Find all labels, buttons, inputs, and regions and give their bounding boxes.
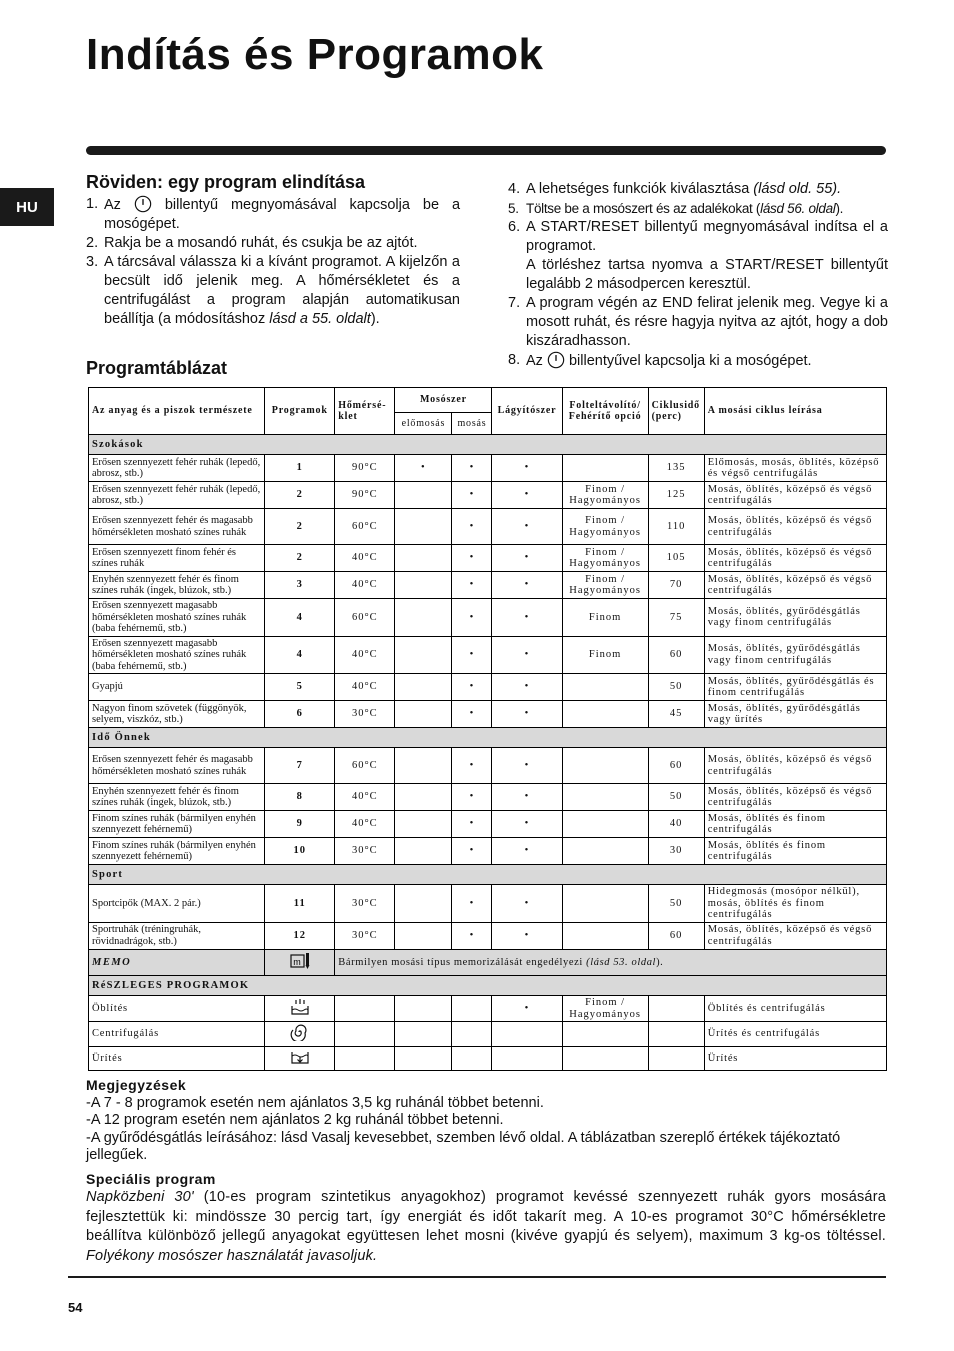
softener-cell: • bbox=[492, 599, 562, 637]
description-cell: Ürítés bbox=[704, 1046, 886, 1071]
temperature-cell: 40°C bbox=[335, 636, 395, 674]
program-number: 4 bbox=[265, 636, 335, 674]
page-number: 54 bbox=[68, 1300, 83, 1315]
section-normal: Szokások bbox=[89, 435, 887, 455]
wash-cell: • bbox=[452, 748, 492, 784]
memo-row bbox=[89, 949, 887, 976]
fabric-cell: Erősen szennyezett magasabb hőmérsékleten mosható színes ruhák (baba fehérnemű, stb.) bbox=[89, 599, 265, 637]
special-body: Napközbeni 30' (10-es program szintetikus anyagokhoz) programot kevéssé szennyezett ruhák gyors mosására fejlesztettük ki: mindössze 30 percig tart, így energiát és időt takarít meg. A 10-es programot 30°C hőmérsékletre beállítva különböző jellegű anyagokat együttesen lehet mosni (kivéve gyapjú és selyem), maximum 3 kg-os töltéssel. Folyékony mosószer használatát javasoljuk. bbox=[86, 1189, 886, 1264]
table-row bbox=[89, 509, 887, 545]
section-sport: Sport bbox=[89, 865, 887, 885]
temperature-cell bbox=[335, 1022, 395, 1047]
cycle-time-cell: 60 bbox=[648, 636, 704, 674]
cycle-time-cell: 70 bbox=[648, 572, 704, 599]
col-fabric: Az anyag és a piszok természete bbox=[89, 388, 265, 435]
softener-cell: • bbox=[492, 885, 562, 923]
prewash-cell bbox=[395, 811, 452, 838]
memo-description: Bármilyen mosási típus memorizálását engedélyezi (lásd 53. oldal). bbox=[335, 949, 887, 976]
description-cell: Mosás, öblítés, gyűrődésgátlás vagy finom centrifugálás bbox=[704, 599, 886, 637]
wash-cell: • bbox=[452, 572, 492, 599]
fabric-cell: Erősen szennyezett fehér ruhák (lepedő, abrosz, stb.) bbox=[89, 482, 265, 509]
description-cell: Ürítés és centrifugálás bbox=[704, 1022, 886, 1047]
temperature-cell: 40°C bbox=[335, 811, 395, 838]
program-number: 2 bbox=[265, 545, 335, 572]
program-number: 12 bbox=[265, 922, 335, 949]
col-program: Programok bbox=[265, 388, 335, 435]
temperature-cell: 90°C bbox=[335, 482, 395, 509]
section-partial: RéSZLEGES PROGRAMOK bbox=[89, 976, 887, 996]
stain-option-cell: Finom bbox=[562, 636, 648, 674]
softener-cell: • bbox=[492, 811, 562, 838]
program-icon-cell bbox=[265, 1022, 335, 1047]
temperature-cell: 60°C bbox=[335, 599, 395, 637]
wash-cell: • bbox=[452, 885, 492, 923]
softener-cell: • bbox=[492, 509, 562, 545]
temperature-cell: 40°C bbox=[335, 545, 395, 572]
program-number: 9 bbox=[265, 811, 335, 838]
stain-option-cell bbox=[562, 455, 648, 482]
prewash-cell bbox=[395, 1046, 452, 1071]
softener-cell: • bbox=[492, 838, 562, 865]
program-table bbox=[88, 387, 887, 1071]
prewash-cell bbox=[395, 636, 452, 674]
description-cell: Mosás, öblítés, gyűrődésgátlás vagy finom centrifugálás bbox=[704, 636, 886, 674]
stain-option-cell bbox=[562, 1022, 648, 1047]
prewash-cell bbox=[395, 748, 452, 784]
table-row bbox=[89, 748, 887, 784]
col-detergent: Mosószer bbox=[395, 388, 492, 413]
temperature-cell: 60°C bbox=[335, 509, 395, 545]
col-cycle: Ciklusidő (perc) bbox=[648, 388, 704, 435]
cycle-time-cell: 60 bbox=[648, 922, 704, 949]
fabric-cell: Enyhén szennyezett fehér és finom színes ruhák (ingek, blúzok, stb.) bbox=[89, 784, 265, 811]
table-row bbox=[89, 572, 887, 599]
program-number: 1 bbox=[265, 455, 335, 482]
fabric-cell: Gyapjú bbox=[89, 674, 265, 701]
prewash-cell bbox=[395, 701, 452, 728]
wash-cell: • bbox=[452, 784, 492, 811]
note-1: -A 7 - 8 programok esetén nem ajánlatos 3,5 kg ruhánál többet betenni. bbox=[86, 1094, 544, 1111]
page-title: Indítás és Programok bbox=[86, 30, 544, 79]
stain-option-cell bbox=[562, 748, 648, 784]
softener-cell: • bbox=[492, 482, 562, 509]
section-time: Idő Önnek bbox=[89, 728, 887, 748]
prewash-cell bbox=[395, 885, 452, 923]
description-cell: Mosás, öblítés, középső és végső centrifugálás bbox=[704, 784, 886, 811]
softener-cell: • bbox=[492, 701, 562, 728]
fabric-cell: Finom színes ruhák (bármilyen enyhén szennyezett fehérnemű) bbox=[89, 811, 265, 838]
description-cell: Mosás, öblítés, középső és végső centrifugálás bbox=[704, 572, 886, 599]
step-6: 6. A START/RESET billentyű megnyomásával indítsa el a programot. A törléshez tartsa nyomva a START/RESET billentyűt legalább 2 másodpercen keresztül. bbox=[508, 219, 888, 292]
program-number: 11 bbox=[265, 885, 335, 923]
description-cell: Mosás, öblítés és finom centrifugálás bbox=[704, 838, 886, 865]
fabric-cell: Erősen szennyezett magasabb hőmérsékleten mosható színes ruhák (baba fehérnemű, stb.) bbox=[89, 636, 265, 674]
description-cell: Mosás, öblítés és finom centrifugálás bbox=[704, 811, 886, 838]
prewash-cell bbox=[395, 922, 452, 949]
cycle-time-cell: 50 bbox=[648, 674, 704, 701]
step-5: 5. Töltse be a mosószert és az adalékokat (lásd 56. oldal). bbox=[508, 201, 844, 216]
spin-icon bbox=[290, 1033, 310, 1044]
softener-cell bbox=[492, 1022, 562, 1047]
wash-cell: • bbox=[452, 636, 492, 674]
program-number: 6 bbox=[265, 701, 335, 728]
memo-label: MEMO bbox=[89, 949, 265, 976]
program-number: 8 bbox=[265, 784, 335, 811]
step-7: 7. A program végén az END felirat jelenik meg. Vegye ki a mosott ruhát, és résre hagyja nyitva az ajtót, hogy a dob kiszáradhasson. bbox=[508, 295, 888, 349]
temperature-cell bbox=[335, 996, 395, 1022]
cycle-time-cell: 135 bbox=[648, 455, 704, 482]
cycle-time-cell: 40 bbox=[648, 811, 704, 838]
temperature-cell: 40°C bbox=[335, 572, 395, 599]
description-cell: Mosás, öblítés, középső és végső centrifugálás bbox=[704, 509, 886, 545]
table-row bbox=[89, 701, 887, 728]
notes-heading: Megjegyzések bbox=[86, 1077, 187, 1093]
temperature-cell: 60°C bbox=[335, 748, 395, 784]
cycle-time-cell bbox=[648, 996, 704, 1022]
description-cell: Mosás, öblítés, középső és végső centrifugálás bbox=[704, 748, 886, 784]
bottom-divider bbox=[68, 1276, 886, 1278]
program-icon-cell bbox=[265, 1046, 335, 1071]
col-desc: A mosási ciklus leírása bbox=[704, 388, 886, 435]
wash-cell: • bbox=[452, 838, 492, 865]
table-row bbox=[89, 922, 887, 949]
softener-cell: • bbox=[492, 922, 562, 949]
table-row bbox=[89, 636, 887, 674]
stain-option-cell bbox=[562, 838, 648, 865]
cycle-time-cell bbox=[648, 1046, 704, 1071]
note-3: -A gyűrődésgátlás leírásához: lásd Vasalj kevesebbet, szemben lévő oldal. A táblázatban szereplő értékek tájékoztató jellegűek. bbox=[86, 1129, 841, 1163]
prewash-cell bbox=[395, 509, 452, 545]
drain-icon bbox=[289, 1058, 311, 1069]
softener-cell: • bbox=[492, 784, 562, 811]
temperature-cell: 90°C bbox=[335, 455, 395, 482]
table-row bbox=[89, 885, 887, 923]
fabric-cell: Sportruhák (tréningruhák, rövidnadrágok, stb.) bbox=[89, 922, 265, 949]
softener-cell bbox=[492, 1046, 562, 1071]
table-row bbox=[89, 1022, 887, 1047]
stain-option-cell bbox=[562, 922, 648, 949]
memo-icon bbox=[288, 951, 312, 971]
memo-icon-cell bbox=[265, 949, 335, 976]
softener-cell: • bbox=[492, 674, 562, 701]
quick-start-heading: Röviden: egy program elindítása bbox=[86, 172, 366, 192]
wash-cell: • bbox=[452, 545, 492, 572]
step-2: 2. Rakja be a mosandó ruhát, és csukja be az ajtót. bbox=[86, 235, 418, 251]
program-number: 7 bbox=[265, 748, 335, 784]
description-cell: Hidegmosás (mosópor nélkül), mosás, öblítés és finom centrifugálás bbox=[704, 885, 886, 923]
fabric-cell: Centrifugálás bbox=[89, 1022, 265, 1047]
program-number: 4 bbox=[265, 599, 335, 637]
wash-cell: • bbox=[452, 482, 492, 509]
description-cell: Előmosás, mosás, öblítés, középső és végső centrifugálás bbox=[704, 455, 886, 482]
prewash-cell bbox=[395, 599, 452, 637]
wash-cell bbox=[452, 1046, 492, 1071]
cycle-time-cell: 30 bbox=[648, 838, 704, 865]
softener-cell: • bbox=[492, 996, 562, 1022]
temperature-cell: 30°C bbox=[335, 885, 395, 923]
table-row bbox=[89, 996, 887, 1022]
program-number: 5 bbox=[265, 674, 335, 701]
softener-cell: • bbox=[492, 636, 562, 674]
program-number: 2 bbox=[265, 482, 335, 509]
fabric-cell: Erősen szennyezett fehér és magasabb hőmérsékleten mosható színes ruhák bbox=[89, 748, 265, 784]
col-stain: Folteltávolító/ Fehérítő opció bbox=[562, 388, 648, 435]
description-cell: Mosás, öblítés, középső és végső centrifugálás bbox=[704, 545, 886, 572]
power-icon bbox=[134, 195, 152, 213]
stain-option-cell: Finom / Hagyományos bbox=[562, 996, 648, 1022]
language-tab: HU bbox=[0, 188, 54, 226]
cycle-time-cell: 110 bbox=[648, 509, 704, 545]
stain-option-cell bbox=[562, 784, 648, 811]
svg-text:m: m bbox=[293, 956, 302, 967]
description-cell: Mosás, öblítés, gyűrődésgátlás vagy ürítés bbox=[704, 701, 886, 728]
wash-cell: • bbox=[452, 509, 492, 545]
col-wash: mosás bbox=[452, 413, 492, 435]
fabric-cell: Erősen szennyezett fehér és magasabb hőmérsékleten mosható színes ruhák bbox=[89, 509, 265, 545]
special-heading: Speciális program bbox=[86, 1170, 216, 1187]
table-row bbox=[89, 838, 887, 865]
fabric-cell: Ürítés bbox=[89, 1046, 265, 1071]
table-row bbox=[89, 784, 887, 811]
temperature-cell bbox=[335, 1046, 395, 1071]
wash-cell: • bbox=[452, 701, 492, 728]
temperature-cell: 40°C bbox=[335, 784, 395, 811]
temperature-cell: 40°C bbox=[335, 674, 395, 701]
fabric-cell: Enyhén szennyezett fehér és finom színes ruhák (ingek, blúzok, stb.) bbox=[89, 572, 265, 599]
stain-option-cell bbox=[562, 674, 648, 701]
stain-option-cell bbox=[562, 701, 648, 728]
stain-option-cell: Finom / Hagyományos bbox=[562, 545, 648, 572]
prewash-cell bbox=[395, 674, 452, 701]
table-row bbox=[89, 599, 887, 637]
prewash-cell bbox=[395, 838, 452, 865]
program-number: 10 bbox=[265, 838, 335, 865]
program-number: 3 bbox=[265, 572, 335, 599]
cycle-time-cell: 75 bbox=[648, 599, 704, 637]
cycle-time-cell: 125 bbox=[648, 482, 704, 509]
stain-option-cell bbox=[562, 811, 648, 838]
cycle-time-cell: 50 bbox=[648, 885, 704, 923]
stain-option-cell: Finom / Hagyományos bbox=[562, 509, 648, 545]
description-cell: Mosás, öblítés, gyűrődésgátlás és finom centrifugálás bbox=[704, 674, 886, 701]
prewash-cell bbox=[395, 572, 452, 599]
rinse-icon bbox=[289, 1008, 311, 1019]
table-row bbox=[89, 455, 887, 482]
wash-cell bbox=[452, 996, 492, 1022]
fabric-cell: Erősen szennyezett fehér ruhák (lepedő, abrosz, stb.) bbox=[89, 455, 265, 482]
table-row bbox=[89, 674, 887, 701]
step-3: 3. A tárcsával válassza ki a kívánt programot. A kijelzőn a becsült idő jelenik meg. A hőmérsékletet és a centrifugálást a program alapján automatikusan beállítja (a módosításhoz lásd a 55. oldalt). bbox=[86, 254, 460, 327]
title-divider bbox=[86, 146, 886, 155]
softener-cell: • bbox=[492, 572, 562, 599]
wash-cell: • bbox=[452, 674, 492, 701]
stain-option-cell bbox=[562, 1046, 648, 1071]
fabric-cell: Finom színes ruhák (bármilyen enyhén szennyezett fehérnemű) bbox=[89, 838, 265, 865]
quick-start-right bbox=[508, 178, 888, 371]
table-row bbox=[89, 482, 887, 509]
prewash-cell bbox=[395, 996, 452, 1022]
quick-start-left bbox=[86, 172, 460, 329]
table-row bbox=[89, 545, 887, 572]
cycle-time-cell: 60 bbox=[648, 748, 704, 784]
description-cell: Mosás, öblítés, középső és végső centrifugálás bbox=[704, 922, 886, 949]
wash-cell bbox=[452, 1022, 492, 1047]
table-row bbox=[89, 811, 887, 838]
table-row bbox=[89, 1046, 887, 1071]
softener-cell: • bbox=[492, 455, 562, 482]
fabric-cell: Öblítés bbox=[89, 996, 265, 1022]
wash-cell: • bbox=[452, 811, 492, 838]
prewash-cell bbox=[395, 482, 452, 509]
description-cell: Öblítés és centrifugálás bbox=[704, 996, 886, 1022]
step-4: 4. A lehetséges funkciók kiválasztása (lásd old. 55). bbox=[508, 181, 842, 197]
prewash-cell: • bbox=[395, 455, 452, 482]
description-cell: Mosás, öblítés, középső és végső centrifugálás bbox=[704, 482, 886, 509]
softener-cell: • bbox=[492, 748, 562, 784]
stain-option-cell: Finom bbox=[562, 599, 648, 637]
softener-cell: • bbox=[492, 545, 562, 572]
power-icon bbox=[547, 351, 565, 369]
cycle-time-cell bbox=[648, 1022, 704, 1047]
stain-option-cell bbox=[562, 885, 648, 923]
wash-cell: • bbox=[452, 922, 492, 949]
program-icon-cell bbox=[265, 996, 335, 1022]
wash-cell: • bbox=[452, 599, 492, 637]
fabric-cell: Erősen szennyezett finom fehér és színes ruhák bbox=[89, 545, 265, 572]
cycle-time-cell: 50 bbox=[648, 784, 704, 811]
cycle-time-cell: 105 bbox=[648, 545, 704, 572]
stain-option-cell: Finom / Hagyományos bbox=[562, 482, 648, 509]
temperature-cell: 30°C bbox=[335, 922, 395, 949]
temperature-cell: 30°C bbox=[335, 838, 395, 865]
program-number: 2 bbox=[265, 509, 335, 545]
program-table-heading: Programtáblázat bbox=[86, 358, 228, 378]
stain-option-cell: Finom / Hagyományos bbox=[562, 572, 648, 599]
col-temp: Hőmérsé-klet bbox=[335, 388, 395, 435]
fabric-cell: Sportcipők (MAX. 2 pár.) bbox=[89, 885, 265, 923]
fabric-cell: Nagyon finom szövetek (függönyök, selyem, viszkóz, stb.) bbox=[89, 701, 265, 728]
step-1: 1. Az billentyű megnyomásával kapcsolja be a mosógépet. bbox=[86, 196, 461, 232]
prewash-cell bbox=[395, 784, 452, 811]
col-softener: Lágyítószer bbox=[492, 388, 562, 435]
note-2: -A 12 program esetén nem ajánlatos 2 kg ruhánál többet betenni. bbox=[86, 1112, 504, 1128]
wash-cell: • bbox=[452, 455, 492, 482]
prewash-cell bbox=[395, 1022, 452, 1047]
step-8: 8. Az billentyűvel kapcsolja ki a mosógépet. bbox=[508, 352, 812, 369]
col-prewash: előmosás bbox=[395, 413, 452, 435]
temperature-cell: 30°C bbox=[335, 701, 395, 728]
prewash-cell bbox=[395, 545, 452, 572]
cycle-time-cell: 45 bbox=[648, 701, 704, 728]
notes bbox=[86, 1077, 886, 1266]
